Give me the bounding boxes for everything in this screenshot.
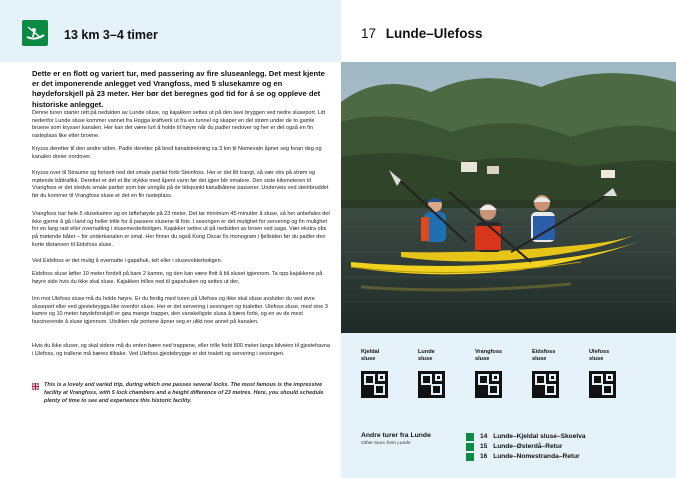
route-link[interactable] [466,432,666,442]
kayak-photo [341,62,676,333]
body-paragraph: Denne turen starter rett på nedsiden av Lunde sluse, og kajakken settes ut på den lave bryggen ved nedre sluseport. Litt nedenfor Lunde sluse kommer vannet fra Hogga kraftverk ut fra en tunnel og skaper en del strøm under de to gamle bruene som krysser kanalen. Her kan det være lurt å holde til høyre når du padler nedover og her er det også en fin rasteplass like etter broene. [32,110,326,140]
lock-type: sluse [361,355,376,362]
qr-code-icon[interactable] [532,371,559,398]
distance-duration: 13 km 3–4 timer [64,28,158,42]
lock-name: Lunde [418,349,435,355]
route-link-name: Lunde–Kjeldal sluse–Skoelva [493,433,586,440]
kayak-icon [466,443,474,451]
lock-type: sluse [418,355,433,362]
body-paragraph: Krysss deretter til den andre siden. Padle deretter på bred kanalstrekning ca 3 km til Nomevatn åpner seg foran deg og kanalen dreier nordover. [32,146,322,160]
route-link-number: 14 [480,433,488,440]
route-link-number: 16 [480,453,488,460]
route-number: 17 [361,26,377,41]
lock-kjeldal[interactable] [361,349,401,362]
lock-type: sluse [475,355,490,362]
lock-eidsfoss[interactable] [532,349,572,362]
lock-lunde[interactable] [418,349,458,362]
right-page [341,0,676,478]
lock-ulefoss[interactable] [589,349,629,362]
qr-code-icon[interactable] [361,371,388,398]
lock-type: sluse [589,355,604,362]
route-link[interactable] [466,452,666,462]
other-tours-heading [361,432,431,446]
other-tours-subtitle: Other tours from Lunde [361,441,411,446]
body-paragraph: Krysss over til Straume og fortsett ned det smale partiet forbi Steinfoss. Her er det litt trangt, så vær obs på strøm og møtende båttrafikk. Deretter er det et lite stykke med åpent vann før det igjen blir smalere. Den siste kilometeren til Vrangfoss er det stedvis smale partier som bør unngås på de tidspunkt kanalbåtene passerer. Underveis ved steinbruddet før du kommer til Vrangfoss sluse er det en fin rasteplass. [32,170,329,200]
lock-name: Eidsfoss [532,349,556,355]
left-header-band [0,0,341,62]
lock-name: Kjeldal [361,349,380,355]
route-link-number: 15 [480,443,488,450]
route-link-name: Lunde–Nomestranda–Retur [493,453,580,460]
intro-lead: Dette er en flott og variert tur, med passering av fire sluseanlegg. Det mest kjente er det imponerende anlegget ved Vrangfoss, med 5 slusekamre og en høydeforskjell på 23 meter. Her bør det beregnes god tid for å se og oppleve det historiske anlegget. [32,69,325,109]
body-paragraph: Hvis du ikke sluser, og skal videre må du enten bære ned trappene, eller trille forbi 800 meter langs bilveien til gjestehavna i Ulefoss, og trallene må bæres tilbake. Ved Ulefoss gjestebrygge er det toalett og servering i sesongen. [32,343,331,357]
route-title [361,26,483,41]
uk-flag-icon [32,383,39,390]
route-link[interactable] [466,442,666,452]
lock-name: Ulefoss [589,349,610,355]
english-text: This is a lovely and varied trip, during which one passes several locks. The most famous is the impressive facility at Vrangfoss, with 5 lock chambers and a height difference of 23 metres. Here, you should schedule plenty of time to see and experience this historic facility. [44,382,324,404]
lock-type: sluse [532,355,547,362]
kayak-icon [466,453,474,461]
qr-code-icon[interactable] [475,371,502,398]
body-paragraph: Inn mot Ulefoss sluse må du holde høyre. Er du ferdig med turen på Ulefoss og ikke skal sluse avslutter du ved øvre sluseport eller ved gjestebrygga like ovenfor sluse. Her er det servering i sesongen og toaletter. Ulefoss sluse, med sine 3 kamre og 10 meter høydeforskjell er gøa mange trapper, den vanskeligste slusa å bære forbi, og en av de mest fascinerende å sluse igjennom. Utsikten når portene åpner seg er ulikt noe annet på kanalen. [32,296,328,326]
kayak-icon [22,20,48,46]
qr-code-icon[interactable] [589,371,616,398]
qr-code-icon[interactable] [418,371,445,398]
english-summary [32,382,332,406]
route-name: Lunde–Ulefoss [385,26,483,41]
body-paragraph: Eidsfoss sluse løfter 10 meter fordelt på bare 2 kamre, og den kan være flott å bli sluset igjennom. Ta opp kajakkene på høyre side hvis du ikke skal sluse. Kajakken trilles ned til gapahuken og settes ut der. [32,271,323,285]
locks-list [361,349,661,399]
kayak-icon [466,433,474,441]
lock-vrangfoss[interactable] [475,349,515,362]
other-tours-title: Andre turer fra Lunde [361,432,431,439]
lock-name: Vrangfoss [475,349,503,355]
body-paragraph: Ved Eidsfoss er det mulig å overnatte i gapahuk, telt eller i slusevokterboligen. [32,258,223,264]
route-link-name: Lunde–Østerdå–Retur [493,443,563,450]
other-tours-list [466,432,666,462]
body-paragraph: Vrangfoss har hele 5 slusekamre og en løftehøyde på 23 meter. Det tar minimum 45 minutter å sluse, så her anbefales det ikke gjerne å gå i land og heller trille for å passere slusene til fots. I sesongen er det mulighet for servering og fin mulighet for en lang rast eller overnatting i slusemesterboligen. Kajakker settes ut på nedsiden av broen ved saga. Vær ekstra obs på møtende båter – for underkanalen er smal. Her finner du også Kong Oscar IIs monogram i fjellsiden før du padler den korte distansen til Eidsfoss sluse. [32,211,330,248]
